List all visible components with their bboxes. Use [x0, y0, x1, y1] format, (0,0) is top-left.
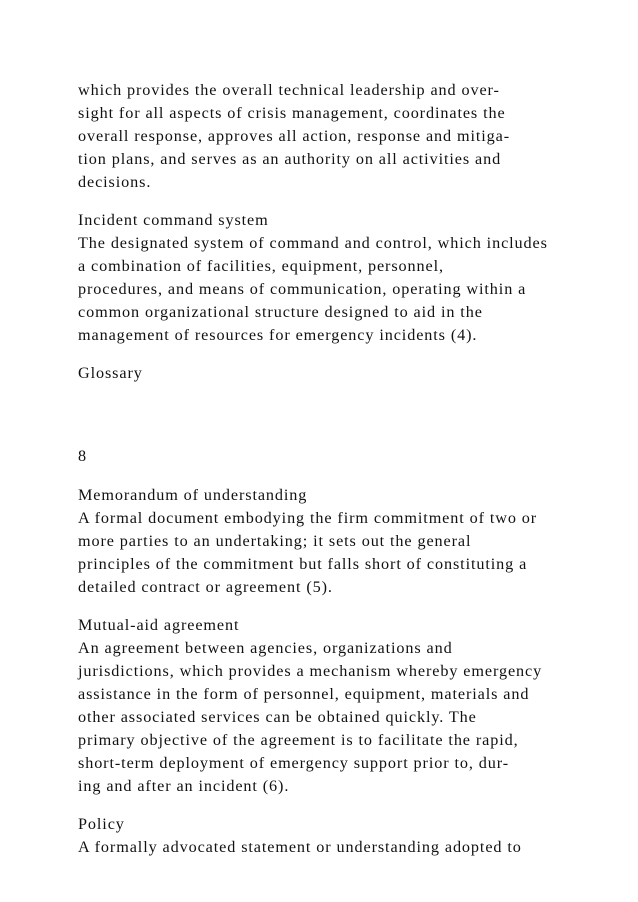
text-line: overall response, approves all action, response and mitiga- — [78, 127, 511, 145]
text-line: primary objective of the agreement is to facilitate the rapid, — [78, 731, 519, 749]
text-line: sight for all aspects of crisis management, coordinates the — [78, 104, 506, 122]
text-line: which provides the overall technical leadership and over- — [78, 81, 500, 99]
term-heading: Mutual-aid agreement — [78, 616, 240, 634]
text-line: a combination of facilities, equipment, personnel, — [78, 257, 444, 275]
section-label: Glossary — [78, 364, 143, 382]
text-line: ing and after an incident (6). — [78, 777, 290, 795]
text-line: other associated services can be obtained quickly. The — [78, 708, 477, 726]
text-line: principles of the commitment but falls short of constituting a — [78, 555, 528, 573]
text-line: An agreement between agencies, organizations and — [78, 639, 453, 657]
text-line: more parties to an undertaking; it sets out the general — [78, 532, 472, 550]
text-line: The designated system of command and control, which includes — [78, 234, 548, 252]
text-line: tion plans, and serves as an authority on all activities and — [78, 150, 502, 168]
text-line: management of resources for emergency incidents (4). — [78, 326, 478, 344]
text-line: decisions. — [78, 173, 152, 191]
text-line: common organizational structure designed to aid in the — [78, 303, 483, 321]
text-line: A formal document embodying the firm commitment of two or — [78, 509, 538, 527]
text-line: A formally advocated statement or understanding adopted to — [78, 838, 522, 856]
text-line: short-term deployment of emergency support prior to, dur- — [78, 754, 509, 772]
term-heading: Memorandum of understanding — [78, 486, 308, 504]
text-line: detailed contract or agreement (5). — [78, 578, 333, 596]
page-number: 8 — [78, 447, 87, 465]
text-line: jurisdictions, which provides a mechanism whereby emergency — [78, 662, 543, 680]
term-heading: Incident command system — [78, 211, 269, 229]
text-line: procedures, and means of communication, operating within a — [78, 280, 527, 298]
text-line: assistance in the form of personnel, equipment, materials and — [78, 685, 530, 703]
term-heading: Policy — [78, 815, 125, 833]
